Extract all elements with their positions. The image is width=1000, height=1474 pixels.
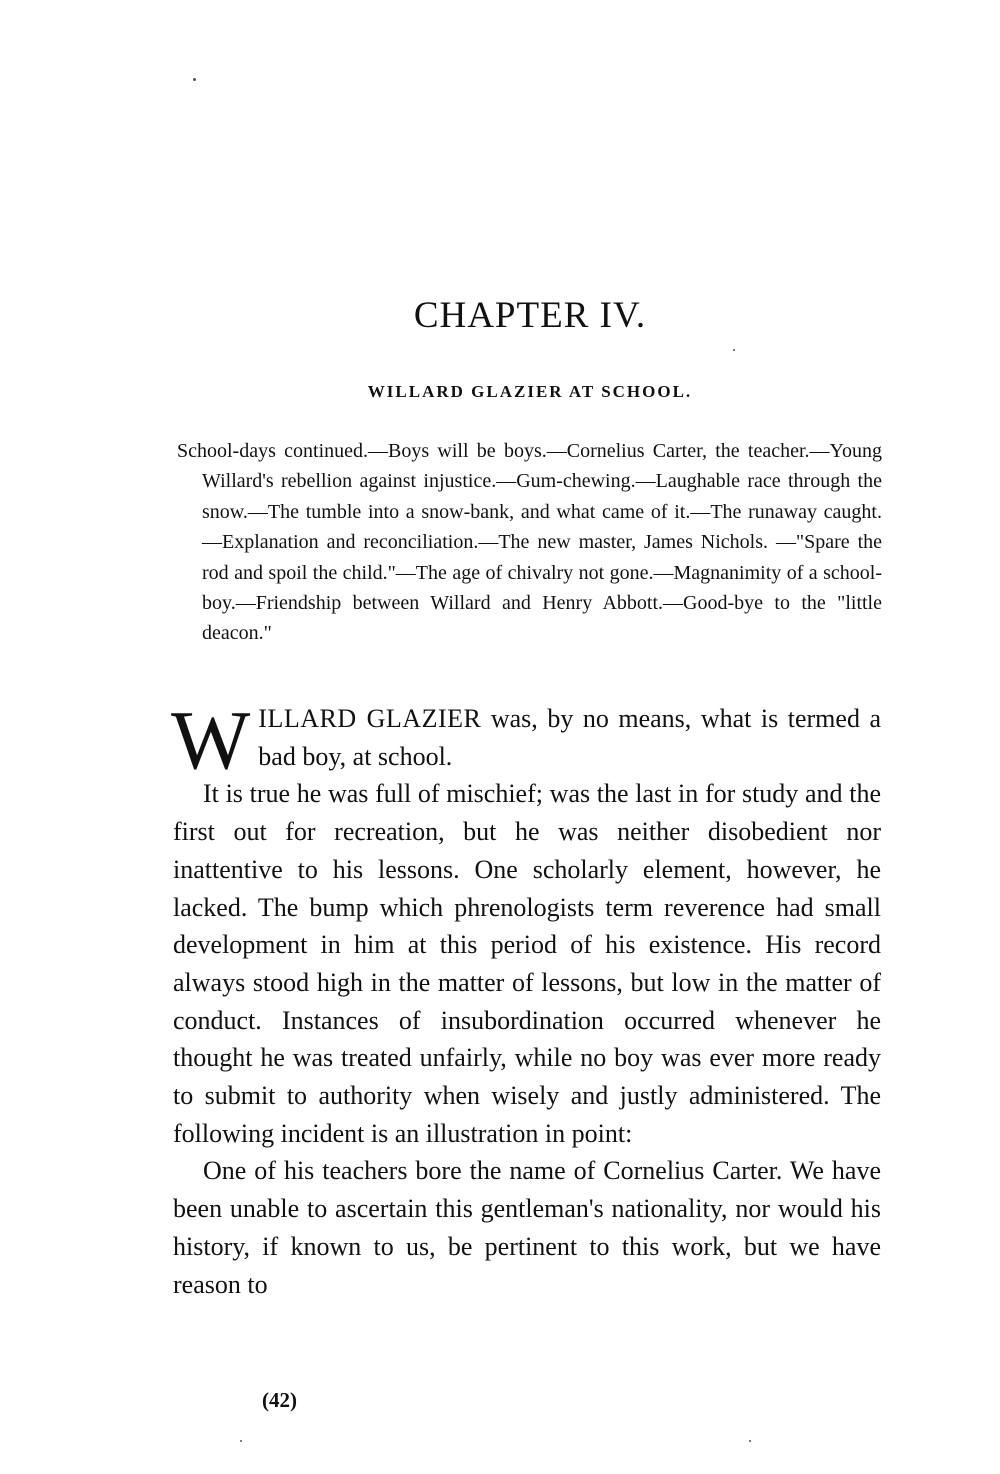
scan-speck xyxy=(240,1440,242,1442)
page-number: (42) xyxy=(262,1388,297,1412)
opening-paragraph xyxy=(171,694,882,787)
scan-speck xyxy=(749,1440,751,1442)
chapter-synopsis: School-days continued.—Boys will be boys.—Cornelius Carter, the teacher.—Young Willard's rebellion against injustice.—Gum-chewing.—Laughable race through the snow.—The tumble into a snow-bank, and what came of it.—The runaway caught.—Explanation and reconciliation.—The new master, James Nichols. —"Spare the rod and spoil the child."—The age of chivalry not gone.—Magnanimity of a school-boy.—Friendship between Willard and Henry Abbott.—Good-bye to the "little deacon." xyxy=(177,440,882,645)
scan-speck xyxy=(193,78,196,81)
body-paragraph: It is true he was full of mischief; was the last in for study and the first out for recreation, but he was neither disobedient nor inattentive to his lessons. One scholarly element, however, he lacked. The bump which phrenologists term reverence had small development in him at this period of his existence. His record always stood high in the matter of lessons, but low in the matter of conduct. Instances of insubordination occurred whenever he thought he was treated unfairly, while no boy was ever more ready to submit to authority when wisely and justly administered. The following incident is an illustration in point: xyxy=(173,779,881,1148)
scan-speck xyxy=(733,349,735,351)
chapter-title: CHAPTER IV. xyxy=(413,295,647,336)
chapter-body xyxy=(171,694,882,1303)
body-paragraph: One of his teachers bore the name of Cornelius Carter. We have been unable to ascertain this gentleman's nationality, nor would his history, if known to us, be pertinent to this work, but we have reason to xyxy=(173,1156,881,1299)
lead-caps: ILLARD GLAZIER xyxy=(258,704,482,733)
opening-paragraph-text: was, by no means, what is termed a bad boy, at school. xyxy=(258,704,882,771)
chapter-subtitle: WILLARD GLAZIER AT SCHOOL. xyxy=(367,382,693,401)
drop-cap: W xyxy=(171,694,251,787)
